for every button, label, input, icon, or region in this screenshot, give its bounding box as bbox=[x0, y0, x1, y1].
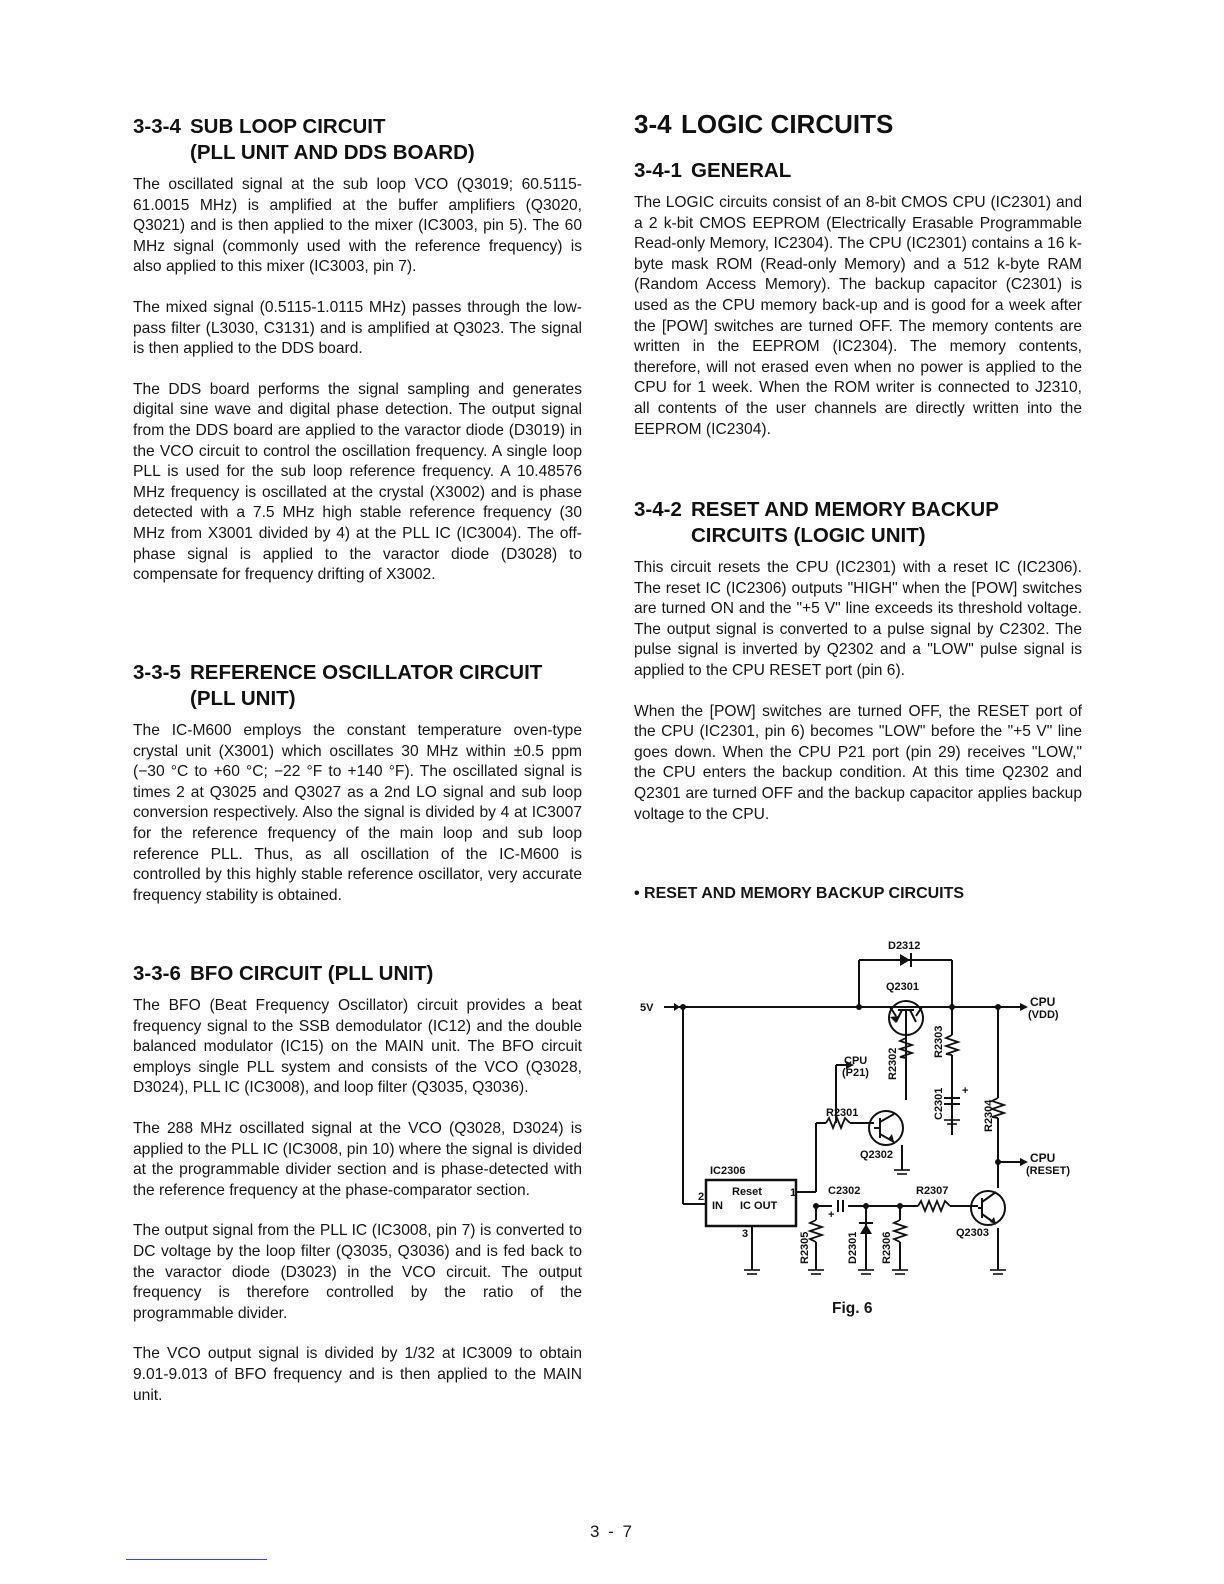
paragraph: This circuit resets the CPU (IC2301) with a reset IC (IC2306). The reset IC (IC2306) outputs "HIGH" when the [POW] switches are turned ON and the "+5 V" line exceeds its threshold voltage. The output signal is converted to a pulse signal by C2302. The pulse signal is inverted by Q2302 and a "LOW" pulse signal is applied to the CPU RESET port (pin 6). bbox=[634, 559, 1082, 679]
figure-caption: Fig. 6 bbox=[832, 1300, 873, 1317]
section-number: 3-3-4 bbox=[133, 115, 181, 138]
label-q2302: Q2302 bbox=[860, 1149, 894, 1161]
schematic-labels bbox=[640, 940, 1070, 1264]
section-number: 3-4-2 bbox=[634, 498, 682, 521]
reset-memory-backup-schematic bbox=[600, 930, 1100, 1330]
chapter-title: LOGIC CIRCUITS bbox=[681, 109, 894, 139]
chapter-heading bbox=[634, 108, 1082, 140]
label-c2302: C2302 bbox=[828, 1185, 861, 1197]
label-r2302: R2302 bbox=[887, 1047, 899, 1080]
section-3-3-4 bbox=[133, 114, 582, 586]
section-title: GENERAL bbox=[691, 159, 792, 182]
label-r2304: R2304 bbox=[983, 1099, 995, 1132]
footer-rule bbox=[126, 1559, 267, 1560]
label-r2305: R2305 bbox=[799, 1231, 811, 1264]
section-3-4-2 bbox=[634, 497, 1082, 825]
ground-symbols bbox=[744, 1120, 1006, 1274]
section-heading bbox=[133, 961, 582, 987]
label-d2312: D2312 bbox=[888, 940, 921, 952]
label-cpu-reset: CPU bbox=[1030, 1151, 1056, 1165]
section-3-4-1 bbox=[634, 158, 1082, 440]
section-title: SUB LOOP CIRCUIT bbox=[190, 115, 386, 138]
label-r2307: R2307 bbox=[916, 1185, 949, 1197]
section-heading bbox=[133, 114, 582, 166]
label-cpu-p21: CPU bbox=[844, 1055, 868, 1067]
paragraph: The mixed signal (0.5115-1.0115 MHz) passes through the low-pass filter (L3030, C3131) and is amplified at Q3023. The signal is then applied to the DDS board. bbox=[133, 298, 582, 358]
label-pin-2: 2 bbox=[698, 1191, 705, 1203]
figure-heading: • RESET AND MEMORY BACKUP CIRCUITS bbox=[634, 885, 965, 902]
label-reset-ic: Reset bbox=[732, 1186, 762, 1198]
label-r2306: R2306 bbox=[881, 1231, 893, 1264]
label-r2301: R2301 bbox=[826, 1107, 859, 1119]
label-c2301-plus: + bbox=[962, 1085, 969, 1097]
paragraph: The VCO output signal is divided by 1/32 at IC3009 to obtain 9.01-9.013 of BFO frequency and is then applied to the MAIN unit. bbox=[133, 1345, 582, 1404]
paragraph: When the [POW] switches are turned OFF, the RESET port of the CPU (IC2301, pin 6) becomes "LOW" before the "+5 V" line goes down. When the CPU P21 port (pin 29) receives "LOW," the CPU enters the backup condition. At this time Q2302 and Q2301 are turned OFF and the backup capacitor applies backup voltage to the CPU. bbox=[634, 702, 1082, 823]
section-subtitle: (PLL UNIT AND DDS BOARD) bbox=[190, 141, 475, 164]
label-ic2306: IC2306 bbox=[710, 1165, 746, 1177]
label-p21: (P21) bbox=[842, 1067, 869, 1079]
label-q2301: Q2301 bbox=[886, 981, 920, 993]
label-q2303: Q2303 bbox=[956, 1227, 990, 1239]
label-pin-3: 3 bbox=[742, 1228, 749, 1240]
section-subtitle: CIRCUITS (LOGIC UNIT) bbox=[691, 524, 926, 547]
section-subtitle: (PLL UNIT) bbox=[190, 687, 296, 710]
label-in: IN bbox=[712, 1200, 723, 1212]
section-heading bbox=[634, 497, 1082, 549]
section-title: RESET AND MEMORY BACKUP bbox=[691, 498, 999, 521]
diode-symbols bbox=[859, 953, 911, 1234]
label-ic-out: IC OUT bbox=[740, 1200, 778, 1212]
label-cpu-vdd: CPU bbox=[1030, 995, 1056, 1009]
label-5v: 5V bbox=[640, 1002, 654, 1014]
paragraph: The 288 MHz oscillated signal at the VCO (Q3028, D3024) is applied to the PLL IC (IC3008, pin 10) where the signal is divided at the programmable divider section and is phase-detected with the reference frequency at the phase-comparator section. bbox=[133, 1119, 582, 1199]
section-number: 3-3-6 bbox=[133, 962, 181, 985]
label-pin-1: 1 bbox=[790, 1187, 797, 1199]
page-number: 3 - 7 bbox=[589, 1522, 635, 1541]
label-c2301: C2301 bbox=[933, 1087, 945, 1120]
chapter-number: 3-4 bbox=[634, 109, 672, 139]
section-number: 3-4-1 bbox=[634, 159, 682, 182]
section-heading bbox=[133, 660, 582, 712]
section-number: 3-3-5 bbox=[133, 661, 181, 684]
section-3-3-5 bbox=[133, 660, 582, 906]
paragraph: The IC-M600 employs the constant temperature oven-type crystal unit (X3001) which oscillates 30 MHz within ±0.5 ppm (−30 °C to +60 °C; −22 °F to +140 °F). The oscillated signal is times 2 at Q3025 and Q3027 as a 2nd LO signal and sub loop conversion respectively. Also the signal is divided by 4 at IC3007 for the reference frequency of the main loop and sub loop reference PLL. Thus, as all oscillation of the IC-M600 is controlled by this highly stable reference oscillator, very accurate frequency stability is obtained. bbox=[133, 722, 582, 904]
section-title: REFERENCE OSCILLATOR CIRCUIT bbox=[190, 661, 543, 684]
paragraph: The output signal from the PLL IC (IC3008, pin 7) is converted to DC voltage by the loop filter (Q3035, Q3036) and is fed back to the varactor diode (D3023) in the VCO circuit. The output frequency is therefore controlled by the ratio of the programmable divider. bbox=[133, 1222, 582, 1322]
paragraph: The oscillated signal at the sub loop VCO (Q3019; 60.5115-61.0015 MHz) is amplified at the buffer amplifiers (Q3020, Q3021) and is then applied to the mixer (IC3003, pin 5). The 60 MHz signal (commonly used with the reference frequency) is also applied to this mixer (IC3003, pin 7). bbox=[133, 176, 582, 276]
paragraph: The DDS board performs the signal sampling and generates digital sine wave and digital phase detection. The output signal from the DDS board are applied to the varactor diode (D3019) in the VCO circuit to control the oscillation frequency. A single loop PLL is used for the sub loop reference frequency. A 10.48576 MHz frequency is oscillated at the crystal (X3002) and is phase detected with a 7.5 MHz high stable reference frequency (30 MHz from X3001 divided by 4) at the PLL IC (IC3004). The off-phase signal is applied to the varactor diode (D3028) to compensate for frequency drifting of X3002. bbox=[133, 380, 582, 584]
section-3-3-6 bbox=[133, 961, 582, 1406]
label-c2302-plus: + bbox=[828, 1209, 835, 1221]
label-r2303: R2303 bbox=[933, 1025, 945, 1058]
section-3-4 bbox=[634, 108, 1082, 140]
paragraph: The BFO (Beat Frequency Oscillator) circuit provides a beat frequency signal to the SSB demodulator (IC12) and the double balanced modulator (IC15) on the MAIN unit. The BFO circuit employs single PLL system and consists of the VCO (Q3028, D3024), PLL IC (IC3008), and loop filter (Q3035, Q3036). bbox=[133, 997, 582, 1097]
section-title: BFO CIRCUIT (PLL UNIT) bbox=[190, 962, 434, 985]
paragraph: The LOGIC circuits consist of an 8-bit CMOS CPU (IC2301) and a 2 k-bit CMOS EEPROM (Electrically Erasable Programmable Read-only Memory, IC2304). The CPU (IC2301) contains a 16 k-byte mask ROM (Read-only Memory) and a 512 k-byte RAM (Random Access Memory). The backup capacitor (C2301) is used as the CPU memory back-up and is good for a week after the [POW] switches are turned OFF. The memory contents are written in the EEPROM (IC2304). The memory contents, therefore, will not erased even when no power is applied to the CPU for 1 week. When the ROM writer is connected to J2310, all contents of the user channels are directly written into the EEPROM (IC2304). bbox=[634, 194, 1082, 438]
section-heading bbox=[634, 158, 1082, 184]
label-reset-port: (RESET) bbox=[1026, 1165, 1070, 1177]
label-d2301: D2301 bbox=[847, 1231, 859, 1264]
label-vdd: (VDD) bbox=[1028, 1009, 1059, 1021]
